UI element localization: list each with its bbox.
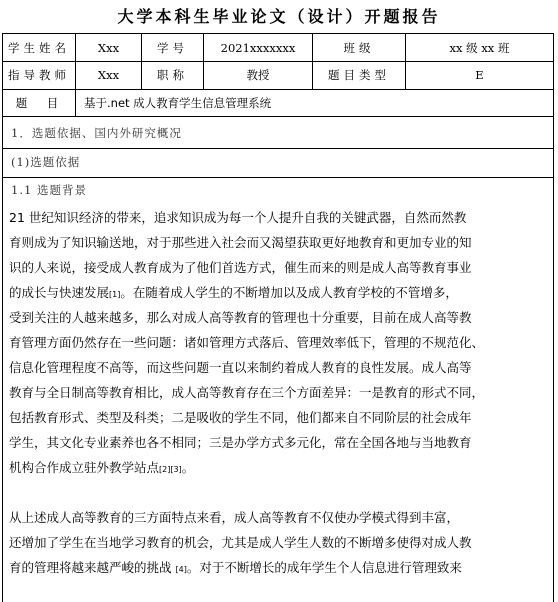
value-title-rank: 教授 xyxy=(204,61,313,89)
label-advisor: 指导教师 xyxy=(3,61,76,89)
info-row-2 xyxy=(3,61,553,90)
value-student-name: Xxx xyxy=(76,34,142,61)
para-line xyxy=(9,455,551,480)
value-advisor: Xxx xyxy=(76,61,142,89)
report-form-table xyxy=(2,33,554,602)
citation-ref: [2][3] xyxy=(159,465,182,474)
para-text: 育的管理将越来越严峻的挑战 xyxy=(9,560,172,575)
sentence-end: 。 xyxy=(181,460,195,475)
para-line: 受到关注的人越来越多，那么对成人高等教育的管理也十分重要，目前在成人高等教 xyxy=(9,310,472,325)
citation-ref: [1] xyxy=(109,290,121,299)
label-topic: 题 目 xyxy=(3,89,76,116)
para-text: 对于不断增长的成年学生个人信息进行管理致来 xyxy=(199,560,462,575)
document-title: 大学本科生毕业论文（设计）开题报告 xyxy=(117,7,441,26)
para-line: 21 世纪知识经济的带来，追求知识成为每一个人提升自我的关键武器，自然而然教 xyxy=(9,210,467,225)
para-line xyxy=(9,555,551,580)
para-line: 从上述成人高等教育的三方面特点来看，成人高等教育不仅使办学模式得到丰富， xyxy=(9,510,460,525)
background-paragraph-1 xyxy=(9,205,551,480)
para-line: 育管理方面仍然存在一些问题：诸如管理方式落后、管理效率低下，管理的不规范化、 xyxy=(9,335,485,350)
para-line: 教育与全日制高等教育相比，成人高等教育存在三个方面差异：一是教育的形式不同， xyxy=(9,385,485,400)
para-line: 识的人来说，接受成人教育成为了他们首选方式，催生而来的则是成人高等教育事业 xyxy=(9,260,472,275)
section-heading-1: 1．选题依据、国内外研究概况 xyxy=(11,126,182,140)
value-topic: 基于.net 成人教育学生信息管理系统 xyxy=(84,95,272,110)
sentence-end: 。 xyxy=(120,285,133,300)
divider-2 xyxy=(3,177,553,178)
para-text: 在随着成人学生的不断增加以及成人教育学校的不管增多， xyxy=(132,285,458,300)
para-line: 还增加了学生在当地学习教育的机会，尤其是成人学生人数的不断增多使得对成人教 xyxy=(9,535,472,550)
label-title-rank: 职称 xyxy=(142,61,204,89)
para-text: 机构合作成立驻外教学站点 xyxy=(9,460,160,475)
section-heading-1-1: (1)选题依据 xyxy=(11,155,81,169)
value-topic-type: E xyxy=(475,68,484,82)
section-heading-1-1-1: 1.1 选题背景 xyxy=(11,183,87,197)
label-student-id: 学号 xyxy=(142,34,204,61)
para-line xyxy=(9,280,551,305)
background-paragraph-2 xyxy=(9,505,551,580)
para-line: 信息化管理程度不高等，而这些问题一直以来制约着成人教育的良性发展。成人高等 xyxy=(9,360,472,375)
para-line: 包括教育形式、类型及科类；二是吸收的学生不同，他们都来自不同阶层的社会成年 xyxy=(9,410,472,425)
sentence-end: 。 xyxy=(186,560,200,575)
label-topic-type: 题目类型 xyxy=(313,61,406,89)
value-student-id: 2021xxxxxxx xyxy=(204,34,313,61)
divider-1 xyxy=(3,148,553,149)
citation-ref: [4] xyxy=(175,565,187,574)
topic-row xyxy=(3,89,553,117)
label-student-name: 学生姓名 xyxy=(3,34,76,61)
para-line: 育则成为了知识输送地，对于那些进入社会而又渴望获取更好地教育和更加专业的知 xyxy=(9,235,472,250)
label-class: 班级 xyxy=(313,34,406,61)
info-row-1 xyxy=(3,34,553,62)
para-line: 学生，其文化专业素养也各不相同；三是办学方式多元化，常在全国各地与当地教育 xyxy=(9,435,472,450)
value-class: xx 级 xx 班 xyxy=(449,40,510,55)
para-text: 的成长与快速发展 xyxy=(9,285,110,300)
